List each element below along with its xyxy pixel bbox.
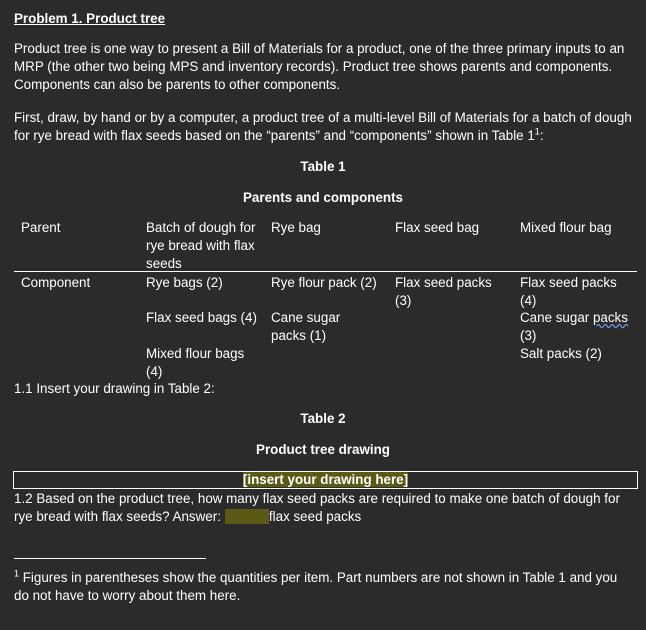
row-label-parent: Parent — [21, 220, 61, 235]
parent-flax-seed-bag: Flax seed bag — [395, 220, 480, 235]
component-salt-packs: Salt packs (2) — [520, 346, 602, 361]
intro-paragraph: Product tree is one way to present a Bill of Materials for a product, one of the three primary inputs to an MRP (the other two being MPS and inventory records). Product tree shows parents and components. Components can also be parents to other components. — [14, 41, 625, 92]
table2-caption: Product tree drawing — [256, 442, 390, 457]
component-flax-seed-packs: Flax seed packs (3) — [395, 275, 492, 308]
footnote-separator — [14, 558, 206, 559]
component-flax-seed-packs-4: Flax seed packs (4) — [520, 275, 617, 308]
instruction-end: : — [539, 128, 544, 143]
problem-title: Problem 1. Product tree — [14, 11, 166, 26]
row-label-component: Component — [21, 275, 91, 290]
component-cane-sugar-packs: Cane sugar packs (1) — [271, 310, 341, 343]
component-flax-seed-bags: Flax seed bags (4) — [146, 310, 257, 325]
table1-divider — [14, 271, 637, 272]
table1-caption: Parents and components — [243, 190, 403, 205]
question-1-2 — [14, 490, 639, 526]
drawing-placeholder[interactable]: [insert your drawing here] — [242, 472, 409, 487]
question-1-1: 1.1 Insert your drawing in Table 2: — [14, 381, 215, 396]
parent-batch: Batch of dough for rye bread with flax seeds — [146, 220, 256, 271]
component-rye-bags: Rye bags (2) — [146, 275, 223, 290]
parent-mixed-flour-bag: Mixed flour bag — [520, 220, 612, 235]
instruction-paragraph — [14, 109, 644, 145]
footnote — [14, 569, 634, 605]
cane-sugar-qty: (3) — [520, 328, 537, 343]
component-mixed-flour-bags: Mixed flour bags (4) — [146, 346, 245, 379]
parent-rye-bag: Rye bag — [271, 220, 321, 235]
answer-field[interactable] — [225, 509, 269, 524]
footnote-text: Figures in parentheses show the quantities per item. Part numbers are not shown in Table 1 and you do not have to worry about them here. — [14, 570, 618, 603]
cane-sugar-word: Cane sugar — [520, 310, 590, 325]
component-rye-flour-pack: Rye flour pack (2) — [271, 275, 377, 290]
drawing-frame[interactable] — [13, 471, 638, 489]
footnote-ref[interactable]: 1 — [534, 126, 540, 137]
component-cane-sugar-packs-3 — [520, 309, 635, 345]
footnote-mark: 1 — [14, 568, 20, 579]
question-1-2-text: 1.2 Based on the product tree, how many flax seed packs are required to make one batch of dough for rye bread with flax seeds? Answer: — [14, 491, 620, 524]
table2-number: Table 2 — [300, 411, 346, 426]
question-1-2-suffix: flax seed packs — [268, 509, 362, 524]
table1-number: Table 1 — [300, 159, 346, 174]
instruction-text: First, draw, by hand or by a computer, a product tree of a multi-level Bill of Materials for a batch of dough for rye bread with flax seeds based on the “parents” and “components” shown in Table 1 — [14, 110, 632, 143]
spelling-flag[interactable]: packs — [592, 310, 628, 325]
